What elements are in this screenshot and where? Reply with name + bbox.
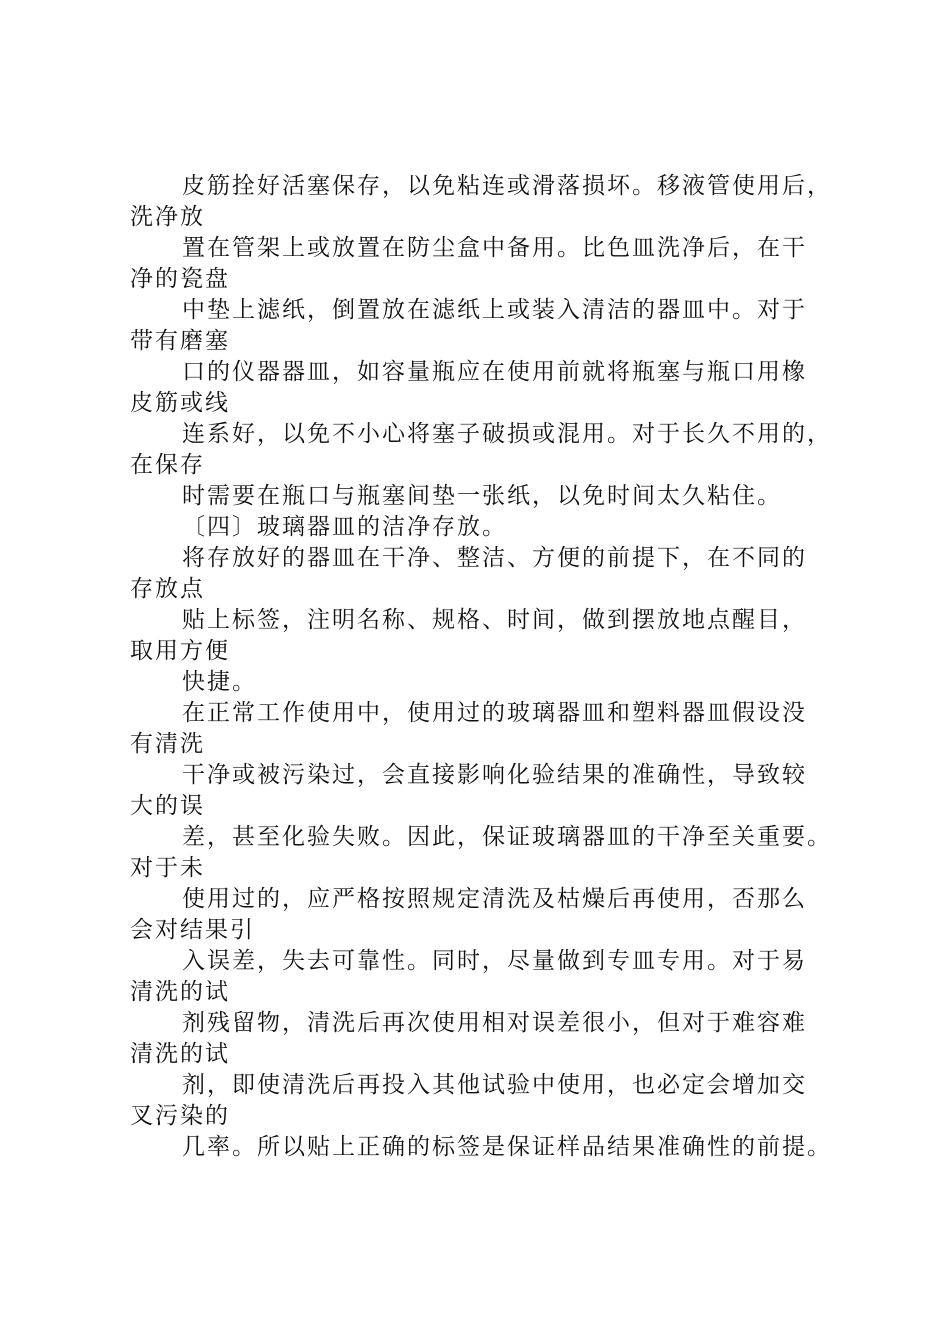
text-line: 几率。所以贴上正确的标签是保证样品结果准确性的前提。 <box>182 1134 832 1160</box>
text-line: 大的误 <box>130 793 205 819</box>
text-line: 差，甚至化验失败。因此，保证玻璃器皿的干净至关重要。 <box>182 824 832 850</box>
text-line: 置在管架上或放置在防尘盒中备用。比色皿洗净后，在干 <box>182 235 807 261</box>
text-line: 剂，即使清洗后再投入其他试验中使用，也必定会增加交 <box>182 1072 807 1098</box>
text-line: 净的瓷盘 <box>130 266 230 292</box>
text-line: 将存放好的器皿在干净、整洁、方便的前提下，在不同的 <box>182 545 807 571</box>
text-line: 清洗的试 <box>130 979 230 1005</box>
text-line: 清洗的试 <box>130 1041 230 1067</box>
text-line: 快捷。 <box>182 669 257 695</box>
text-line: 有清洗 <box>130 731 205 757</box>
text-line: 皮筋拴好活塞保存，以免粘连或滑落损坏。移液管使用后， <box>182 173 832 199</box>
text-line: 对于未 <box>130 855 205 881</box>
text-line: 使用过的，应严格按照规定清洗及枯燥后再使用，否那么 <box>182 886 807 912</box>
text-line: 时需要在瓶口与瓶塞间垫一张纸，以免时间太久粘住。 <box>182 483 782 509</box>
text-line: 在保存 <box>130 452 205 478</box>
text-line: 带有磨塞 <box>130 328 230 354</box>
text-line: 口的仪器器皿，如容量瓶应在使用前就将瓶塞与瓶口用橡 <box>182 359 807 385</box>
text-line: 存放点 <box>130 576 205 602</box>
text-line: 干净或被污染过，会直接影响化验结果的准确性，导致较 <box>182 762 807 788</box>
text-line: 贴上标签，注明名称、规格、时间，做到摆放地点醒目， <box>182 607 807 633</box>
text-line: 〔四〕玻璃器皿的洁净存放。 <box>182 514 507 540</box>
text-line: 在正常工作使用中，使用过的玻璃器皿和塑料器皿假设没 <box>182 700 807 726</box>
text-line: 皮筋或线 <box>130 390 230 416</box>
text-line: 叉污染的 <box>130 1103 230 1129</box>
text-line: 入误差，失去可靠性。同时，尽量做到专皿专用。对于易 <box>182 948 807 974</box>
text-line: 中垫上滤纸，倒置放在滤纸上或装入清洁的器皿中。对于 <box>182 297 807 323</box>
text-line: 剂残留物，清洗后再次使用相对误差很小，但对于难容难 <box>182 1010 807 1036</box>
document-body <box>130 171 830 1163</box>
text-line: 洗净放 <box>130 204 205 230</box>
text-line: 连系好，以免不小心将塞子破损或混用。对于长久不用的， <box>182 421 832 447</box>
text-line: 取用方便 <box>130 638 230 664</box>
text-line: 会对结果引 <box>130 917 255 943</box>
